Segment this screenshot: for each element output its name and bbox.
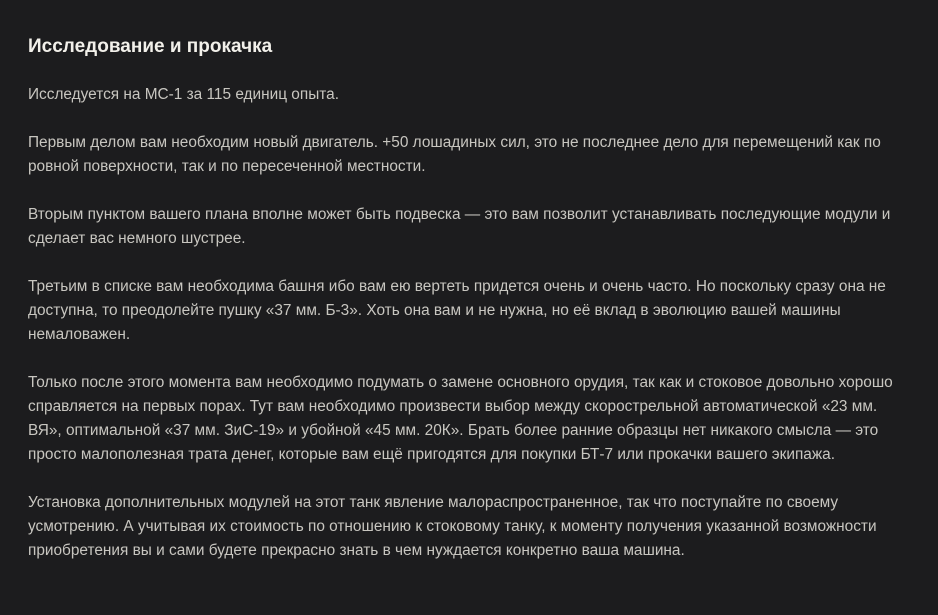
article bbox=[28, 34, 910, 563]
paragraph-research-cost: Исследуется на МС-1 за 115 единиц опыта. bbox=[28, 86, 339, 103]
paragraph-main-gun: Только после этого момента вам необходимо подумать о замене основного орудия, так как и стоковое довольно хорошо справляется на первых порах. Тут вам необходимо произвести выбор между скорострельной автоматической «23 мм. ВЯ», оптимальной «37 мм. ЗиС-19» и убойной «45 мм. 20К». Брать более ранние образцы нет никакого смысла — это просто малополезная трата денег, которые вам ещё пригодятся для покупки БТ-7 или прокачки вашего экипажа. bbox=[28, 374, 893, 463]
paragraph-extra-modules: Установка дополнительных модулей на этот танк явление малораспространенное, так что поступайте по своему усмотрению. А учитывая их стоимость по отношению к стоковому танку, к моменту получения указанной возможности приобретения вы и сами будете прекрасно знать в чем нуждается конкретно ваша машина. bbox=[28, 494, 877, 559]
paragraph-turret: Третьим в списке вам необходима башня ибо вам ею вертеть придется очень и очень часто. Но поскольку сразу она не доступна, то преодолейте пушку «37 мм. Б-3». Хоть она вам и не нужна, но её вклад в эволюцию вашей машины немаловажен. bbox=[28, 278, 886, 343]
paragraph-suspension: Вторым пунктом вашего плана вполне может быть подвеска — это вам позволит устанавливать последующие модули и сделает вас немного шустрее. bbox=[28, 206, 891, 247]
paragraph-engine: Первым делом вам необходим новый двигатель. +50 лошадиных сил, это не последнее дело для перемещений как по ровной поверхности, так и по пересеченной местности. bbox=[28, 134, 881, 175]
article-title: Исследование и прокачка bbox=[28, 36, 273, 57]
